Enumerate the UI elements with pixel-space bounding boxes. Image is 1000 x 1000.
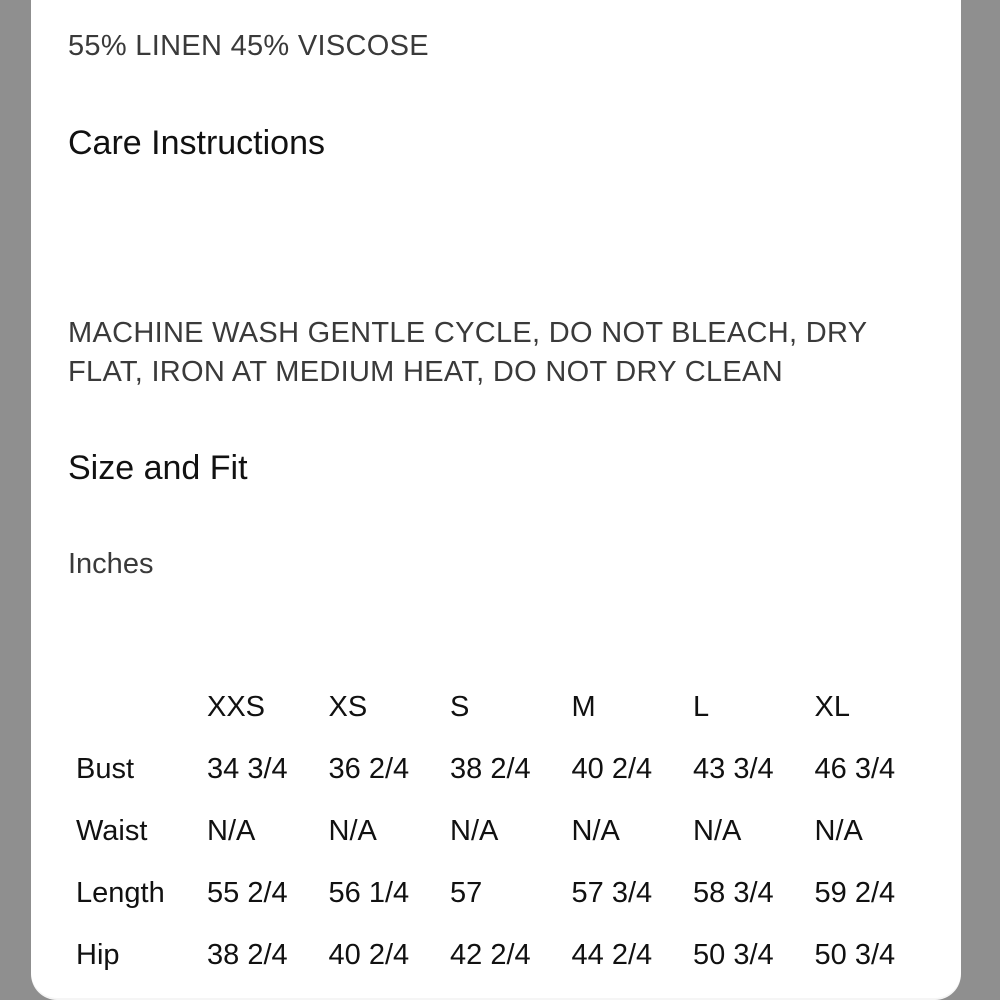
measurement-cell: 50 3/4 <box>814 938 896 971</box>
measurement-cell: 58 3/4 <box>693 876 774 909</box>
measurement-cell: 46 3/4 <box>814 752 896 785</box>
measurement-cell: N/A <box>207 814 256 847</box>
size-header-row <box>76 676 936 738</box>
size-header-cell: M <box>571 690 596 723</box>
measurement-cell: 57 <box>450 876 483 909</box>
measurement-label: Bust <box>76 752 135 785</box>
measurement-cell: N/A <box>450 814 499 847</box>
measurement-cell: N/A <box>693 814 742 847</box>
measurement-cell: 57 3/4 <box>571 876 653 909</box>
size-header-cell: XS <box>328 690 368 723</box>
size-chart-table <box>76 676 936 986</box>
measurement-cell: 55 2/4 <box>207 876 288 909</box>
measurement-cell: 56 1/4 <box>328 876 410 909</box>
measurement-cell: 44 2/4 <box>571 938 653 971</box>
measurement-cell: 38 2/4 <box>207 938 288 971</box>
material-composition: 55% LINEN 45% VISCOSE <box>68 30 429 62</box>
measurement-cell: 42 2/4 <box>450 938 531 971</box>
measurement-label: Waist <box>76 814 148 847</box>
size-and-fit-heading: Size and Fit <box>68 449 248 487</box>
table-row <box>76 800 936 862</box>
measurement-cell: 40 2/4 <box>328 938 410 971</box>
care-instructions-heading: Care Instructions <box>68 124 325 162</box>
size-header-cell: XL <box>814 690 850 723</box>
size-header-corner <box>76 676 207 738</box>
measurement-cell: 40 2/4 <box>571 752 653 785</box>
size-header-cell: L <box>693 690 710 723</box>
measurement-label: Length <box>76 876 165 909</box>
measurement-cell: 43 3/4 <box>693 752 774 785</box>
size-units-label: Inches <box>68 548 154 580</box>
size-header-cell: S <box>450 690 470 723</box>
measurement-cell: 36 2/4 <box>328 752 410 785</box>
measurement-cell: N/A <box>571 814 620 847</box>
product-details-panel <box>31 0 961 1000</box>
measurement-cell: N/A <box>328 814 377 847</box>
table-row <box>76 924 936 986</box>
measurement-label: Hip <box>76 938 120 971</box>
table-row <box>76 738 936 800</box>
measurement-cell: 34 3/4 <box>207 752 288 785</box>
measurement-cell: 38 2/4 <box>450 752 531 785</box>
measurement-cell: 50 3/4 <box>693 938 774 971</box>
measurement-cell: N/A <box>814 814 863 847</box>
care-instructions-text: MACHINE WASH GENTLE CYCLE, DO NOT BLEACH, DRY FLAT, IRON AT MEDIUM HEAT, DO NOT DRY CLEAN <box>68 317 867 388</box>
measurement-cell: 59 2/4 <box>814 876 896 909</box>
table-row <box>76 862 936 924</box>
size-header-cell: XXS <box>207 690 266 723</box>
